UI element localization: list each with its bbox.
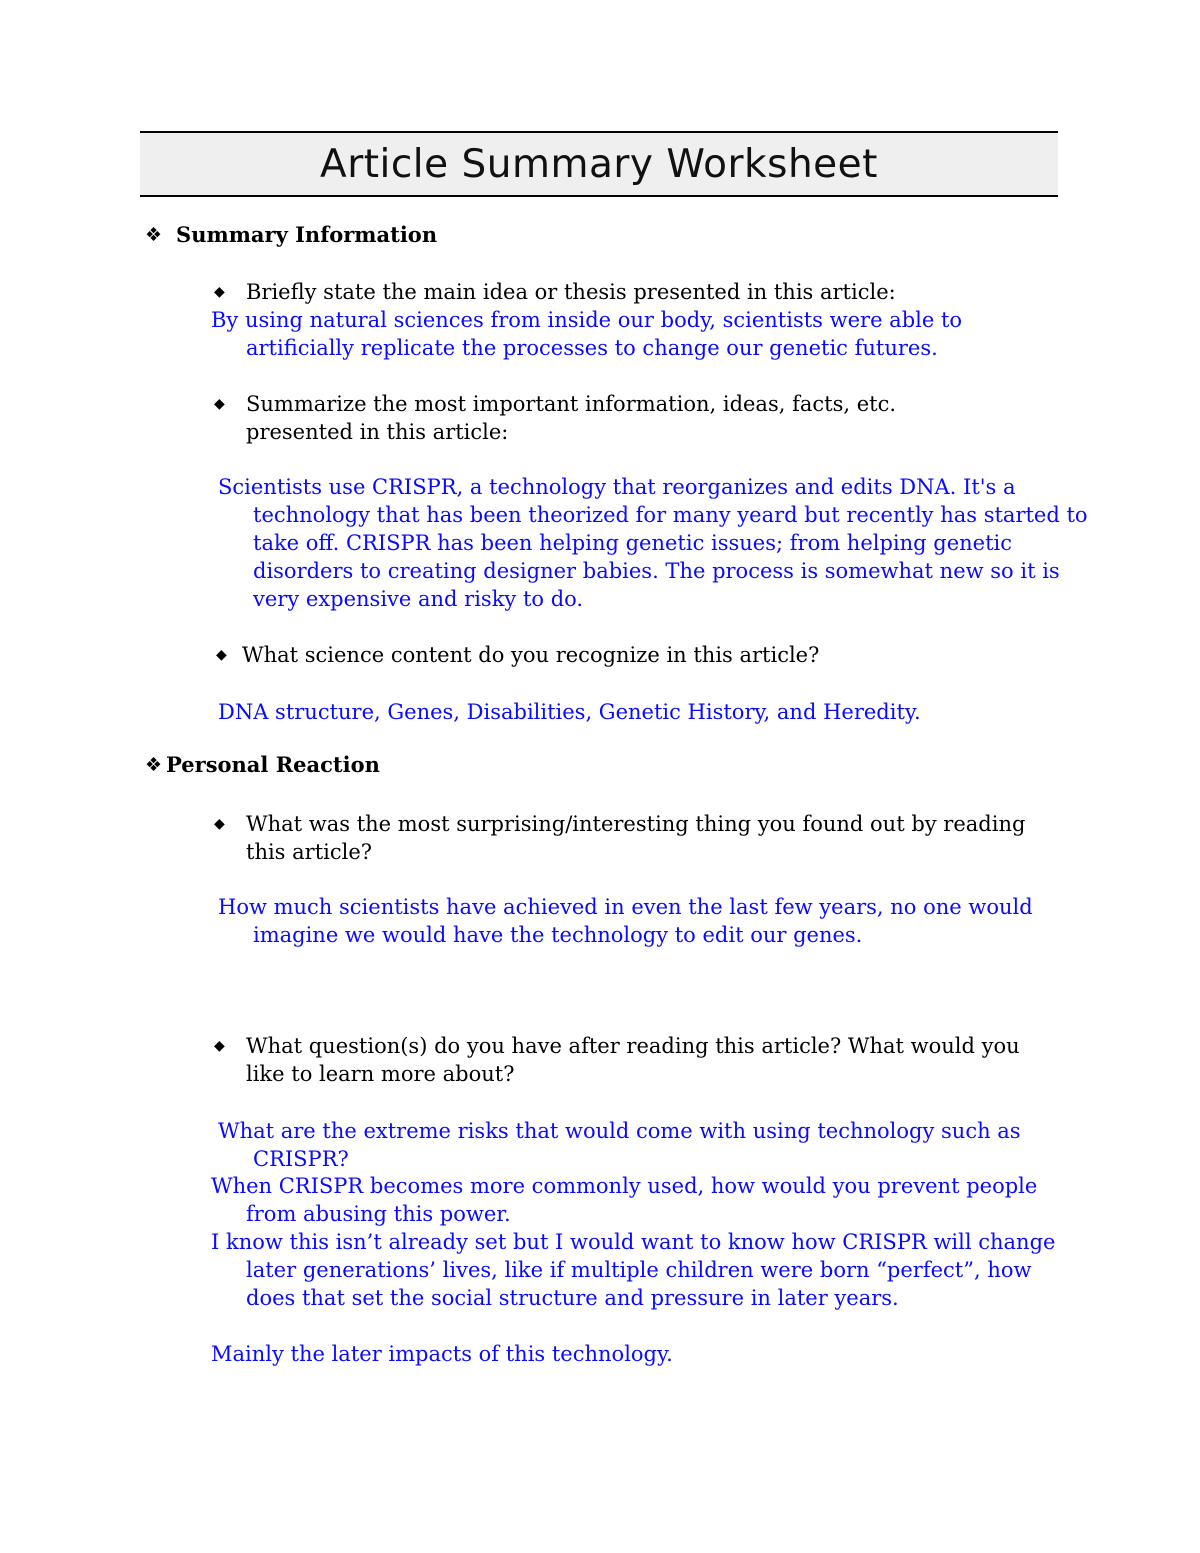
diamond-small-icon: ◆ — [214, 1038, 225, 1054]
section-heading-personal — [145, 752, 380, 777]
question-prompt: Briefly state the main idea or thesis presented in this article: — [246, 280, 896, 304]
diamond-small-icon: ◆ — [214, 396, 225, 412]
answer-further-learning-4: Mainly the later impacts of this technology. — [211, 1342, 673, 1366]
diamond-small-icon: ◆ — [214, 284, 225, 300]
question-prompt: What was the most surprising/interesting thing you found out by reading this article? — [246, 812, 1026, 864]
question-prompt: What question(s) do you have after reading this article? What would you like to learn more about? — [246, 1034, 1020, 1086]
section-heading-summary — [145, 222, 437, 247]
title-banner — [140, 131, 1058, 197]
answer-further-learning-1: What are the extreme risks that would come with using technology such as CRISPR? — [218, 1119, 1021, 1171]
section-heading-label: Summary Information — [176, 222, 438, 247]
question-prompt: What science content do you recognize in this article? — [242, 643, 820, 667]
answer-surprising: How much scientists have achieved in even the last few years, no one would imagine we would have the technology to edit our genes. — [218, 895, 1033, 947]
answer-further-learning-2: When CRISPR becomes more commonly used, how would you prevent people from abusing this power. — [211, 1174, 1038, 1226]
diamond-bullet-icon: ❖ — [145, 753, 163, 776]
section-heading-label: Personal Reaction — [166, 752, 380, 777]
question-prompt: Summarize the most important information, ideas, facts, etc. presented in this article: — [246, 392, 897, 444]
answer-important-info: Scientists use CRISPR, a technology that reorganizes and edits DNA. It's a technology that has been theorized for many yeard but recently has started to take off. CRISPR has been helping genetic issues; from helping genetic disorders to creating designer babies. The process is somewhat new so it is very expensive and risky to do. — [218, 475, 1088, 611]
page-title: Article Summary Worksheet — [320, 141, 878, 187]
diamond-small-icon: ◆ — [216, 647, 227, 663]
question-main-idea — [214, 278, 1056, 306]
question-science-content — [216, 641, 1052, 669]
question-surprising — [214, 810, 1046, 866]
diamond-bullet-icon: ❖ — [145, 223, 163, 246]
answer-science-content: DNA structure, Genes, Disabilities, Genetic History, and Heredity. — [218, 700, 921, 724]
answer-further-learning-3: I know this isn’t already set but I would want to know how CRISPR will change later generations’ lives, like if multiple children were born “perfect”, how does that set the social structure and pressure in later years. — [211, 1230, 1056, 1310]
question-important-info — [214, 390, 986, 446]
diamond-small-icon: ◆ — [214, 816, 225, 832]
question-further-learning — [214, 1032, 1061, 1088]
answer-main-idea: By using natural sciences from inside our body, scientists were able to artificially replicate the processes to change our genetic futures. — [211, 308, 963, 360]
